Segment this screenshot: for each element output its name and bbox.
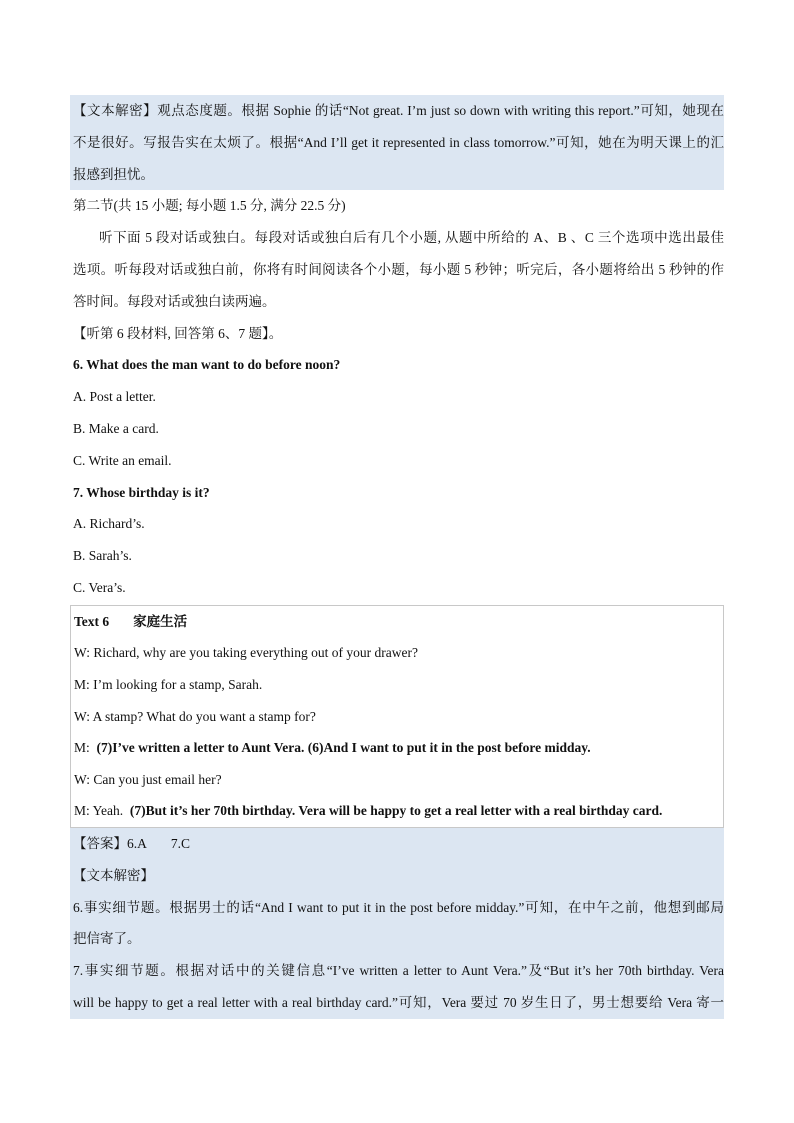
transcript-line-6-speaker: M: Yeah. — [74, 803, 124, 819]
transcript-topic: 家庭生活 — [133, 613, 188, 629]
transcript-line-6-key: (7)But it’s her 70th birthday. Vera will be happy to get a real letter with a real birthday card. — [129, 803, 663, 819]
question-6-stem: 6. What does the man want to do before noon? — [73, 357, 341, 373]
transcript-box — [70, 605, 724, 828]
transcript-title: Text 6 — [74, 613, 110, 629]
explain-label: 【文本解密】 — [70, 860, 724, 892]
question-7-option-c: C. Vera’s. — [73, 579, 126, 595]
explain-prev-line-1: 【文本解密】观点态度题。根据 Sophie 的话“Not great. I’m just so down with writing this report.”可知，她现在 — [70, 95, 724, 127]
instructions-line-3: 答时间。每段对话或独白读两遍。 — [73, 293, 276, 309]
instructions-line-1: 听下面 5 段对话或独白。每段对话或独白后有几个小题, 从题中所给的 A、B 、C 三个选项中选出最佳 — [99, 230, 724, 246]
explain-line-4: will be happy to get a real letter with a real birthday card.”可知，Vera 要过 70 岁生日了，男士想要给 Vera 寄一 — [70, 987, 724, 1019]
transcript-line-6 — [71, 795, 723, 827]
instructions-line-2: 选项。听每段对话或独白前，你将有时间阅读各个小题，每小题 5 秒钟；听完后，各小题将给出 5 秒钟的作 — [73, 261, 724, 277]
transcript-line-4-speaker: M: — [74, 740, 90, 756]
transcript-title-line — [71, 606, 723, 638]
question-6-option-a: A. Post a letter. — [73, 389, 156, 405]
transcript-line-1: W: Richard, why are you taking everything out of your drawer? — [74, 645, 419, 661]
explain-prev-line-2: 不是很好。写报告实在太烦了。根据“And I’ll get it represented in class tomorrow.”可知，她在为明天课上的汇 — [70, 127, 724, 159]
explain-line-3: 7.事实细节题。根据对话中的关键信息“I’ve written a letter to Aunt Vera.”及“But it’s her 70th birthday. Vera — [70, 955, 724, 987]
question-6-option-c: C. Write an email. — [73, 452, 172, 468]
question-7-option-b: B. Sarah’s. — [73, 548, 132, 564]
question-6-option-b: B. Make a card. — [73, 420, 159, 436]
answer-label: 【答案】6.A — [73, 835, 147, 851]
explain-line-1: 6.事实细节题。根据男士的话“And I want to put it in the post before midday.”可知，在中午之前，他想到邮局 — [70, 892, 724, 924]
document-body — [70, 95, 724, 1019]
transcript-line-3: W: A stamp? What do you want a stamp for? — [74, 708, 316, 724]
question-7-option-a: A. Richard’s. — [73, 516, 145, 532]
transcript-line-4 — [71, 732, 723, 764]
transcript-line-4-key: (7)I’ve written a letter to Aunt Vera. (6)And I want to put it in the post before midday. — [96, 740, 591, 756]
answer-second: 7.C — [170, 835, 191, 851]
section-heading: 第二节(共 15 小题; 每小题 1.5 分, 满分 22.5 分) — [73, 198, 346, 214]
material-note: 【听第 6 段材料, 回答第 6、7 题】。 — [73, 325, 283, 341]
transcript-line-2: M: I’m looking for a stamp, Sarah. — [74, 676, 263, 692]
transcript-line-5: W: Can you just email her? — [74, 771, 222, 787]
explain-line-2: 把信寄了。 — [70, 923, 724, 955]
explain-prev-line-3: 报感到担忧。 — [70, 159, 724, 191]
question-7-stem: 7. Whose birthday is it? — [73, 484, 210, 500]
answer-line — [70, 828, 724, 860]
